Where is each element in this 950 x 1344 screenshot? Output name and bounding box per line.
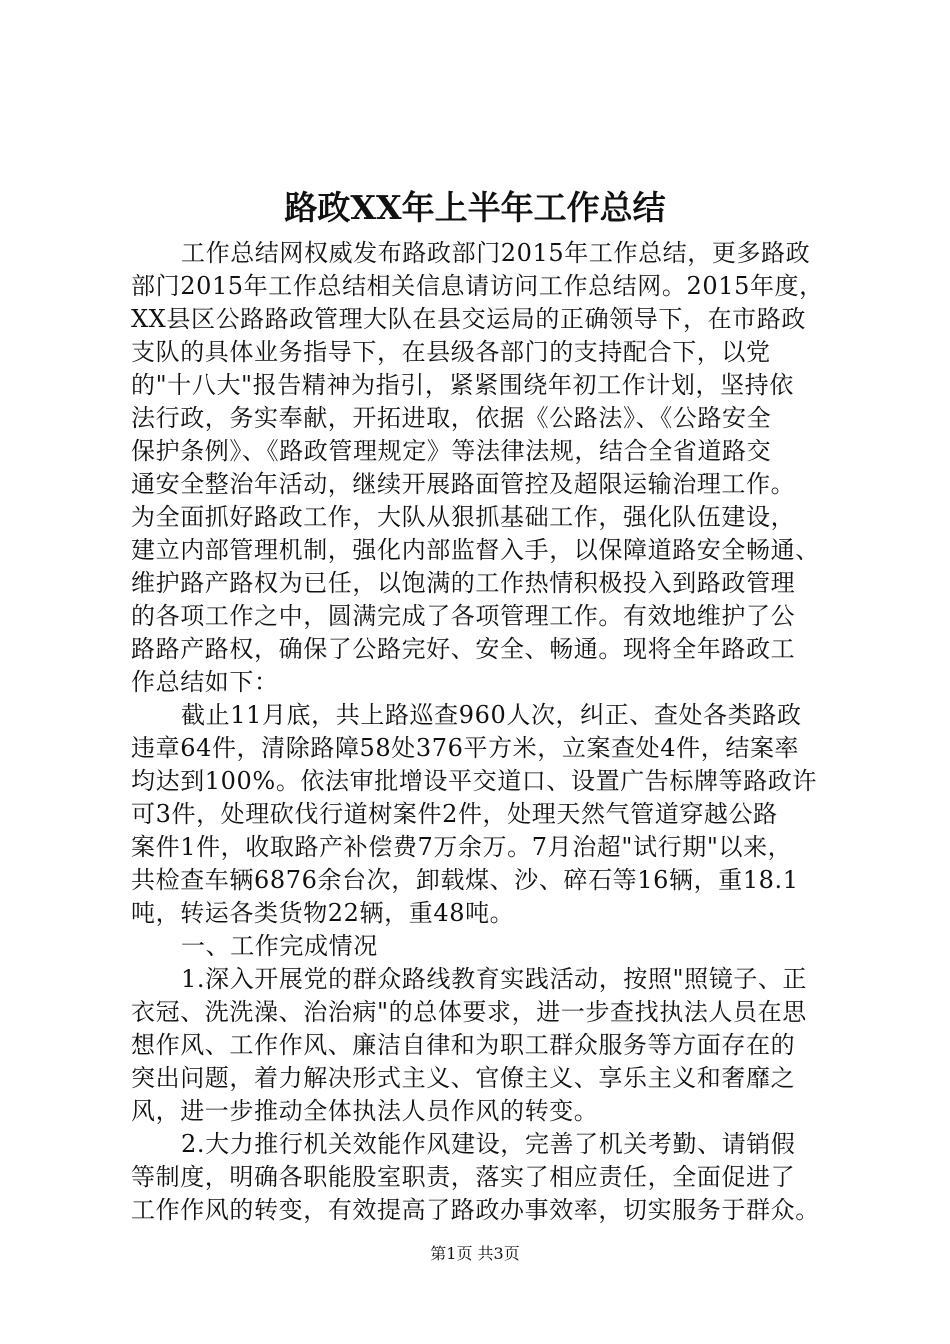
text-line: 法行政，务实奉献，开拓进取，依据《公路法》、《公路安全 [131,404,772,432]
text-line: 建立内部管理机制，强化内部监督入手，以保障道路安全畅通、 [131,536,820,564]
text-line: 工作总结网权威发布路政部门2015年工作总结，更多路政 [181,239,811,267]
text-line: 作总结如下： [131,668,279,696]
text-line: 可3件，处理砍伐行道树案件2件，处理天然气管道穿越公路 [131,800,778,828]
text-line: 共检查车辆6876余台次，卸载煤、沙、碎石等16辆，重18.1 [131,866,799,894]
page-footer: 第1页 共3页 [430,1244,520,1263]
text-line: 通安全整治年活动，继续开展路面管控及超限运输治理工作。 [131,470,796,498]
text-line: 的各项工作之中，圆满完成了各项管理工作。有效地维护了公 [131,602,796,630]
text-line: 突出问题，着力解决形式主义、官僚主义、享乐主义和奢靡之 [131,1064,796,1092]
text-line: 支队的具体业务指导下，在县级各部门的支持配合下，以党 [131,338,771,366]
text-line: 截止11月底，共上路巡查960人次，纠正、查处各类路政 [181,701,802,729]
text-line: 工作作风的转变，有效提高了路政办事效率，切实服务于群众。 [131,1196,820,1224]
section-heading: 一、工作完成情况 [181,932,378,960]
text-line: XX县区公路路政管理大队在县交运局的正确领导下，在市路政 [131,305,806,333]
text-line: 均达到100%。依法审批增设平交道口、设置广告标牌等路政许 [131,767,818,795]
text-line: 风，进一步推动全体执法人员作风的转变。 [131,1097,599,1125]
text-line: 维护路产路权为已任，以饱满的工作热情积极投入到路政管理 [131,569,796,597]
document-body [131,237,835,1227]
text-line: 为全面抓好路政工作，大队从狠抓基础工作，强化队伍建设， [131,503,796,531]
text-line: 吨，转运各类货物22辆，重48吨。 [131,899,515,927]
text-line: 路路产路权，确保了公路完好、安全、畅通。现将全年路政工 [131,635,796,663]
text-line: 1.深入开展党的群众路线教育实践活动，按照"照镜子、正 [181,965,808,993]
text-line: 衣冠、洗洗澡、治治病"的总体要求，进一步查找执法人员在思 [131,998,807,1026]
text-line: 保护条例》、《路政管理规定》等法律法规，结合全省道路交 [131,437,772,465]
text-line: 2.大力推行机关效能作风建设，完善了机关考勤、请销假 [181,1130,796,1158]
text-line: 违章64件，清除路障58处376平方米，立案查处4件，结案率 [131,734,800,762]
text-line: 部门2015年工作总结相关信息请访问工作总结网。2015年度， [131,272,824,300]
text-line: 的"十八大"报告精神为指引，紧紧围绕年初工作计划，坚持依 [131,371,794,399]
text-line: 等制度，明确各职能股室职责，落实了相应责任，全面促进了 [131,1163,796,1191]
text-line: 想作风、工作作风、廉洁自律和为职工群众服务等方面存在的 [131,1031,796,1059]
document-title: 路政XX年上半年工作总结 [284,188,666,227]
text-line: 案件1件，收取路产补偿费7万余万。7月治超"试行期"以来， [131,833,793,861]
